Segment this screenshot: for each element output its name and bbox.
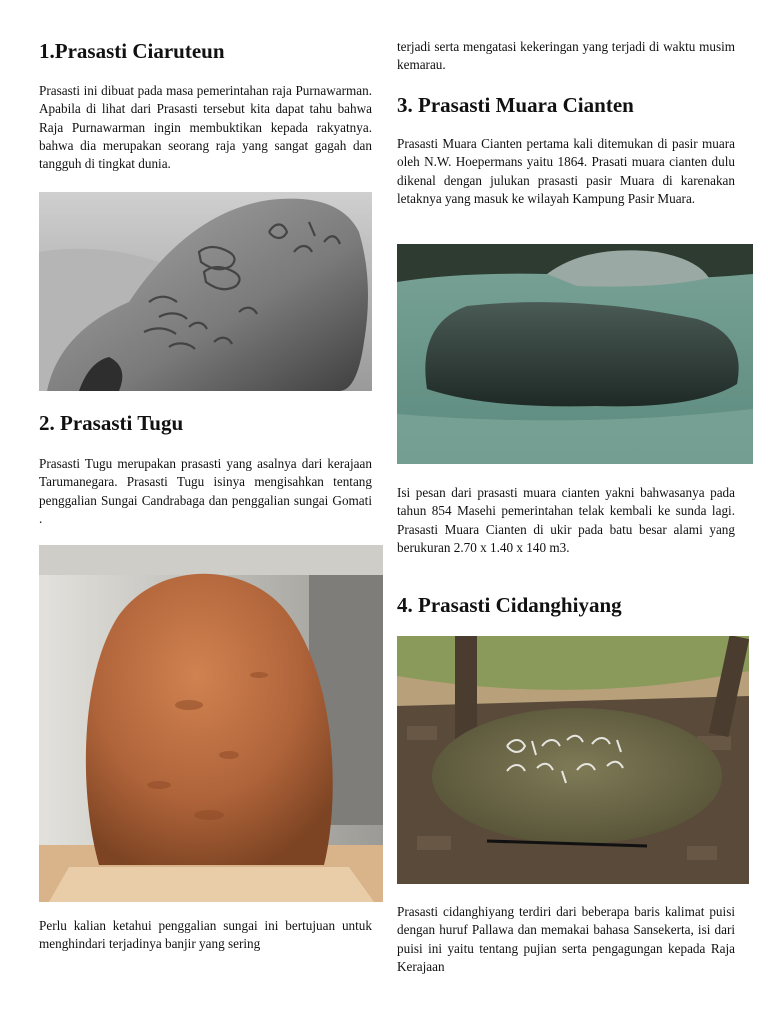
paragraph-muara-cianten-after: Isi pesan dari prasasti muara cianten yakni bahwasanya pada tahun 854 Masehi pemerintahan telak kembali ke sunda lagi. Prasasti Muara Cianten di ukir pada batu besar alami yang berukuran 2.70 x 1.40 x 140 m3. [397,485,735,555]
heading-tugu: 2. Prasasti Tugu [39,411,184,435]
heading-ciaruteun: 1.Prasasti Ciaruteun [39,39,225,63]
photo-tugu [39,545,383,902]
paragraph-ciaruteun: Prasasti ini dibuat pada masa pemerintahan raja Purnawarman. Apabila di lihat dari Prasasti tersebut kita dapat tahu bahwa Raja Purnawarman ingin membuktikan kepada rakyatnya. bahwa dia merupakan seorang raja yang sangat gagah dan tangguh di tingkat dunia. [39,83,372,172]
heading-muara-cianten: 3. Prasasti Muara Cianten [397,93,634,117]
photo-ciaruteun [39,192,372,391]
paragraph-muara-cianten: Prasasti Muara Cianten pertama kali ditemukan di pasir muara oleh N.W. Hoepermans yaitu 1864. Prasati muara cianten dulu dikenal dengan julukan prasasti pasir Muara di karenakan letaknya yang masuk ke wilayah Kampung Pasir Muara. [397,136,735,206]
paragraph-tugu-carryover: terjadi serta mengatasi kekeringan yang terjadi di waktu musim kemarau. [397,39,735,73]
photo-cidanghiyang [397,636,749,884]
photo-muara-cianten [397,244,753,464]
paragraph-tugu-continued: Perlu kalian ketahui penggalian sungai ini bertujuan untuk menghindari terjadinya banjir yang sering [39,918,372,952]
paragraph-cidanghiyang: Prasasti cidanghiyang terdiri dari beberapa baris kalimat puisi dengan huruf Pallawa dan memakai bahasa Sansekerta, isi dari puisi ini yaitu tentang pujian serta pengagungan kepada Raja Kerajaan [397,904,735,974]
paragraph-tugu: Prasasti Tugu merupakan prasasti yang asalnya dari kerajaan Tarumanegara. Prasasti Tugu isinya mengisahkan tentang penggalian Sungai Candrabaga dan penggalian sungai Gomati . [39,456,372,526]
heading-cidanghiyang: 4. Prasasti Cidanghiyang [397,593,622,617]
